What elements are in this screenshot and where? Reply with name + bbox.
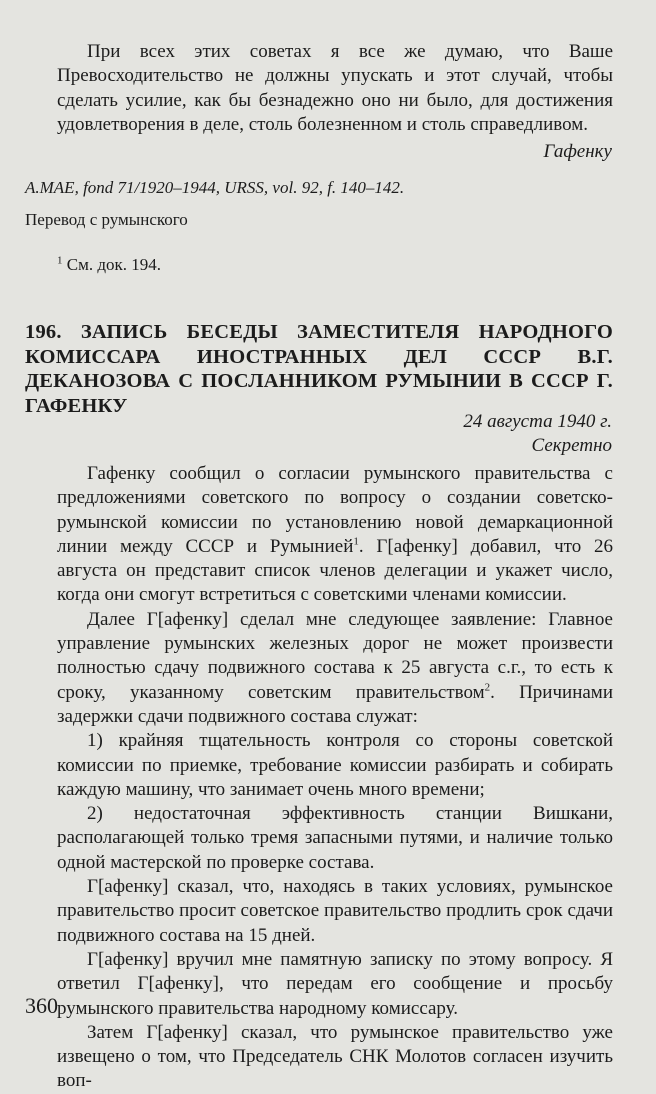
top-paragraph: При всех этих советах я все же думаю, что Ваше Превосходительство не должны упускать и этот случай, чтобы сделать усилие, как бы безнадежно оно ни было, для достижения удовлетворения в деле, столь болезненном и столь справедливом.: [57, 41, 613, 135]
footnote-ref: 1: [353, 535, 359, 548]
archive-source: A.MAE, fond 71/1920–1944, URSS, vol. 92, f. 140–142.: [25, 178, 405, 197]
document-body: [57, 462, 613, 1094]
document-title: 196. ЗАПИСЬ БЕСЕДЫ ЗАМЕСТИТЕЛЯ НАРОДНОГО КОМИССАРА ИНОСТРАННЫХ ДЕЛ СССР В.Г. ДЕКАНОЗОВА С ПОСЛАННИКОМ РУМЫНИИ В СССР Г. ГАФЕНКУ: [25, 321, 613, 417]
body-paragraph: Затем Г[афенку] сказал, что румынское правительство уже извещено о том, что Председатель СНК Молотов согласен изучить воп-: [57, 1021, 613, 1092]
top-paragraph-block: [57, 40, 613, 137]
body-text-span: Гафенку сообщил о согласии румынского правительства с предложениями советского по вопросу о создании советско-румынской комиссии по установлению новой демаркационной линии между СССР и Румынией: [57, 463, 613, 557]
body-text-span: Далее Г[афенку] сделал мне следующее заявление: Главное управление румынских железных дорог не может произвести полностью сдачу подвижного состава к 25 августа с.г., то есть к сроку, указанному советским правительством: [57, 608, 613, 703]
signature: Гафенку: [543, 141, 612, 162]
body-paragraph: [57, 608, 613, 729]
body-paragraph: Г[афенку] сказал, что, находясь в таких условиях, румынское правительство просит советское правительство продлить срок сдачи подвижного состава на 15 дней.: [57, 876, 613, 946]
footnote-mark: 1: [57, 254, 63, 267]
footnote-text: См. док. 194.: [66, 255, 162, 274]
body-paragraph: 1) крайняя тщательность контроля со стороны советской комиссии по приемке, требование комиссии разбирать и собирать каждую машину, что занимает очень много времени;: [57, 730, 613, 800]
body-text-span: . Причинами задержки сдачи подвижного состава служат:: [57, 681, 613, 727]
body-paragraph: 2) недостаточная эффективность станции Вишкани, располагающей только тремя запасными путями, и наличие только одной мастерской по проверке состава.: [57, 803, 613, 873]
page-number: 360: [25, 993, 58, 1018]
document-classification: Секретно: [531, 435, 612, 456]
document-date: 24 августа 1940 г.: [463, 411, 612, 432]
document-date-block: [463, 410, 612, 458]
translation-note: Перевод с румынского: [25, 210, 188, 229]
body-text-span: . Г[афенку] добавил, что 26 августа он представит список членов делегации и укажет число, когда они смогут встретиться с советскими членами комиссии.: [57, 535, 613, 606]
footnote-ref: 2: [484, 681, 491, 694]
body-paragraph: [57, 462, 613, 608]
body-paragraph: Г[афенку] вручил мне памятную записку по этому вопросу. Я ответил Г[афенку], что передам его сообщение и просьбу румынского правительства народному комиссару.: [57, 948, 613, 1019]
footnote: [57, 255, 161, 275]
